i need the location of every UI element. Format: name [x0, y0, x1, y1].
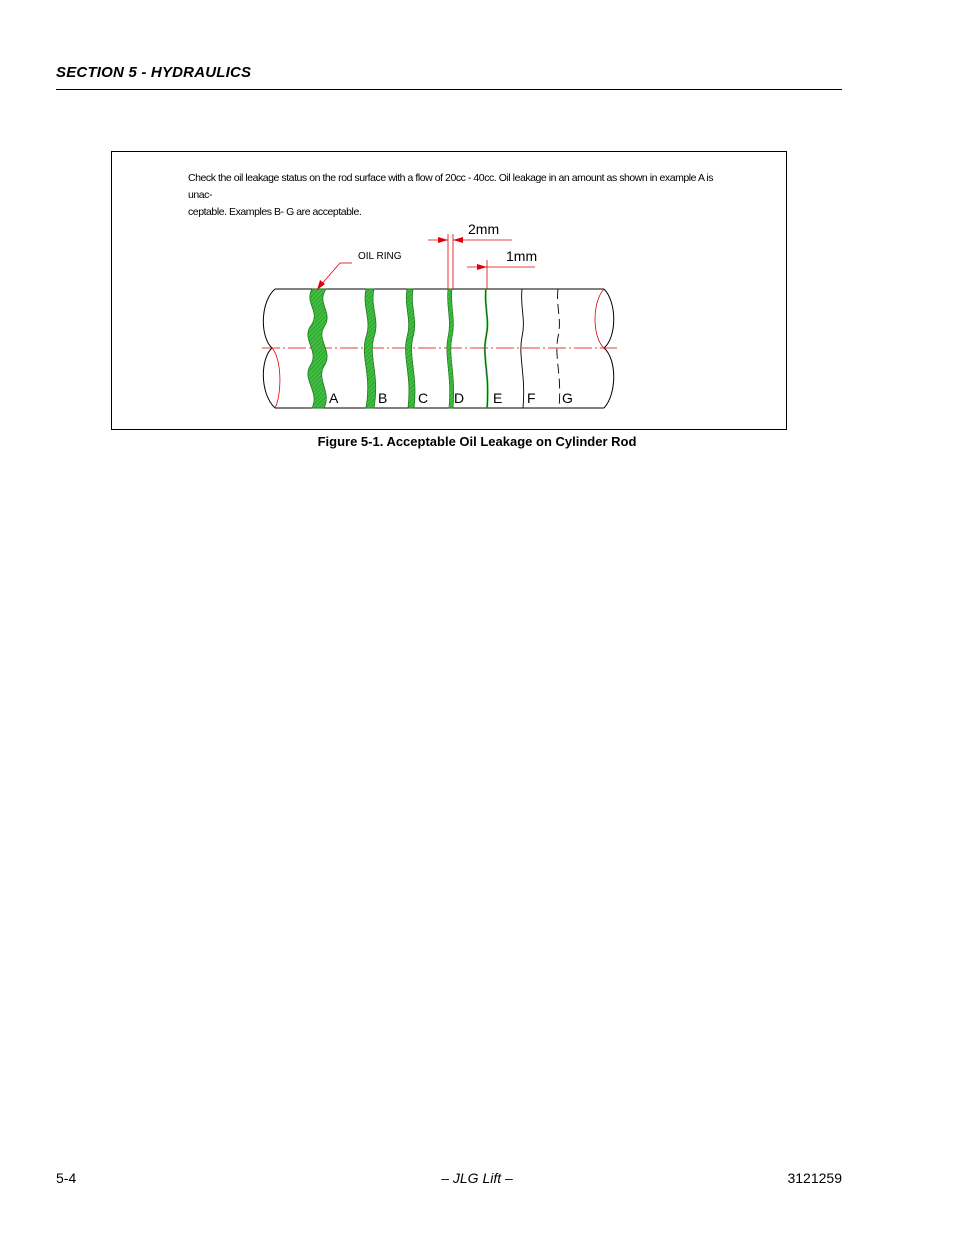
figure-note-line-1: Check the oil leakage status on the rod surface with a flow of 20cc - 40cc. Oil leakage in an amount as shown in example A is unac-	[188, 172, 714, 201]
dim-2mm-label: 2mm	[468, 221, 500, 237]
leak-line-g	[557, 289, 560, 408]
label-f: F	[527, 390, 536, 406]
dim-2mm-arrow-left	[438, 237, 448, 243]
footer-page-number: 5-4	[56, 1170, 77, 1186]
rod-right-break	[604, 289, 614, 408]
leak-band-d	[447, 289, 454, 408]
cylinder-rod-diagram	[112, 152, 786, 429]
label-a: A	[329, 390, 339, 406]
rod-left-break-inner	[272, 348, 280, 408]
oil-ring-label: OIL RING	[358, 251, 402, 262]
header-rule	[56, 89, 842, 90]
label-g: G	[562, 390, 573, 406]
leak-band-b	[364, 289, 376, 408]
footer-doc-number: 3121259	[787, 1170, 842, 1186]
rod-left-break	[263, 289, 275, 408]
dim-1mm-arrow	[477, 264, 487, 270]
figure-frame	[111, 151, 787, 430]
footer-publisher: – JLG Lift –	[441, 1170, 513, 1186]
figure-note-line-2: ceptable. Examples B- G are acceptable.	[188, 206, 362, 218]
label-d: D	[454, 390, 465, 406]
leak-band-c	[406, 289, 415, 408]
label-b: B	[378, 390, 388, 406]
figure-caption: Figure 5-1. Acceptable Oil Leakage on Cylinder Rod	[317, 434, 637, 449]
dim-1mm-label: 1mm	[506, 248, 538, 264]
section-title: SECTION 5 - HYDRAULICS	[56, 64, 252, 81]
rod-right-break-inner	[595, 289, 604, 348]
leak-line-f	[521, 289, 524, 408]
dim-2mm-arrow-right	[453, 237, 463, 243]
label-c: C	[418, 390, 429, 406]
label-e: E	[493, 390, 503, 406]
leak-band-a	[308, 289, 327, 408]
